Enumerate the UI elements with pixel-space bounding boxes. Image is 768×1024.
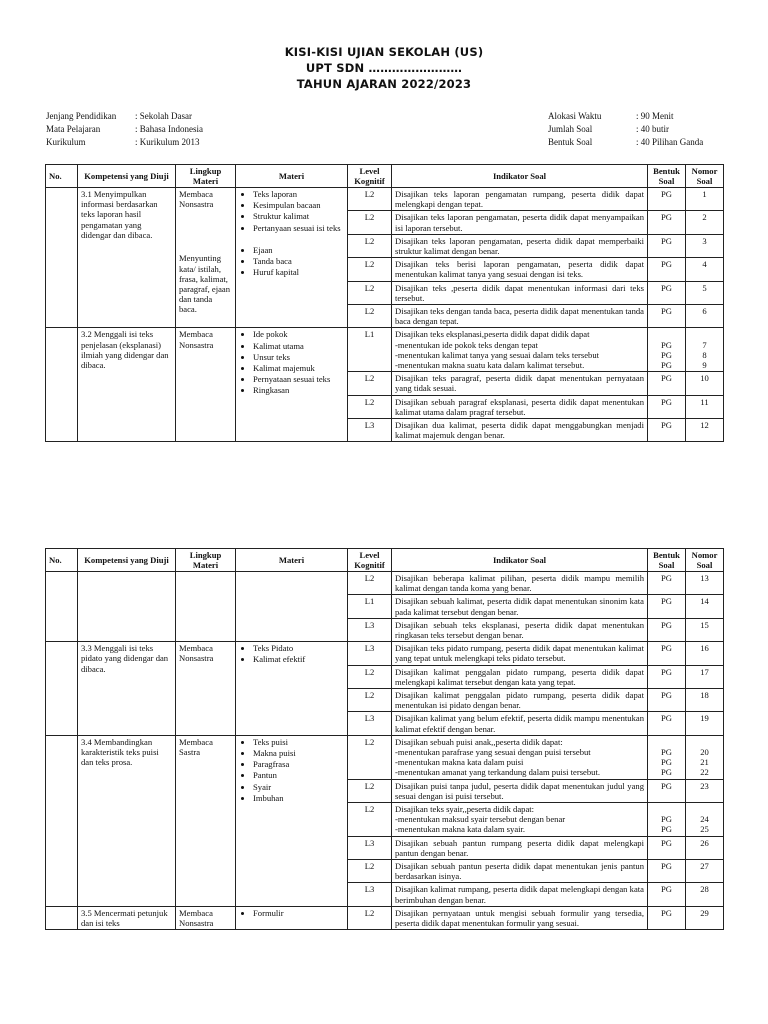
level-cell: L2 <box>348 305 392 328</box>
level-cell: L2 <box>348 188 392 211</box>
level-cell: L2 <box>348 906 392 929</box>
bentuk-cell: PG <box>648 395 686 418</box>
bentuk-cell: PG PG <box>648 803 686 837</box>
lingkup-cell: Membaca Nonsastra <box>176 328 236 442</box>
materi-item: • Teks Pidato <box>253 643 344 653</box>
nomor-cell: 13 <box>686 572 724 595</box>
meta-row <box>548 136 703 149</box>
kompetensi-cell: 3.1 Menyimpulkan informasi berdasarkan teks laporan hasil pengamatan yang didengar dan dibaca. <box>78 188 176 328</box>
indikator-cell: Disajikan sebuah pantun peserta didik dapat menentukan jenis pantun berdasarkan isinya. <box>392 860 648 883</box>
nomor-cell: 12 <box>686 419 724 442</box>
indikator-cell: Disajikan sebuah paragraf eksplanasi, peserta didik dapat menentukan kalimat utama dalam pragraf tersebut. <box>392 395 648 418</box>
col-nomor: Nomor Soal <box>686 165 724 188</box>
indikator-cell: Disajikan teks laporan pengamatan, peserta didik dapat memperbaiki struktur kalimat dengan benar. <box>392 234 648 257</box>
indikator-cell: Disajikan sebuah kalimat, peserta didik dapat menentukan sinonim kata pada kalimat tersebut dengan benar. <box>392 595 648 618</box>
bentuk-cell: PG <box>648 883 686 906</box>
nomor-cell: 15 <box>686 618 724 641</box>
col-nomor: Nomor Soal <box>686 549 724 572</box>
lingkup-text: Membaca Nonsastra <box>179 189 214 210</box>
table-row <box>46 328 724 372</box>
indikator-cell: Disajikan kalimat yang belum efektif, peserta didik mampu menentukan kalimat efektif dengan benar. <box>392 712 648 735</box>
bentuk-cell: PG <box>648 258 686 281</box>
indikator-cell: Disajikan sebuah teks eksplanasi, peserta didik dapat menentukan ringkasan teks tersebut dengan benar. <box>392 618 648 641</box>
col-lingkup: Lingkup Materi <box>176 165 236 188</box>
table-row <box>46 188 724 211</box>
meta-right <box>548 110 703 149</box>
nomor-cell: 16 <box>686 642 724 665</box>
materi-cell <box>236 572 348 642</box>
level-cell: L1 <box>348 328 392 372</box>
title-line-2: UPT SDN …………………… <box>305 61 463 75</box>
table-row <box>46 906 724 929</box>
bentuk-cell: PG <box>648 211 686 234</box>
kompetensi-cell: 3.5 Mencermati petunjuk dan isi teks <box>78 906 176 929</box>
materi-list <box>239 189 344 233</box>
bentuk-cell: PG <box>648 595 686 618</box>
bentuk-cell: PG PG PG <box>648 328 686 372</box>
col-kompetensi: Kompetensi yang Diuji <box>78 165 176 188</box>
level-cell: L3 <box>348 618 392 641</box>
level-cell: L2 <box>348 803 392 837</box>
materi-item: • Ejaan <box>253 245 344 255</box>
indikator-cell: Disajikan dua kalimat, peserta didik dapat menggabungkan menjadi kalimat majemuk dengan benar. <box>392 419 648 442</box>
bentuk-cell: PG <box>648 618 686 641</box>
meta-row <box>46 110 203 123</box>
materi-item: • Ide pokok <box>253 329 344 339</box>
kompetensi-cell: 3.4 Membandingkan karakteristik teks puisi dan teks prosa. <box>78 735 176 906</box>
col-level: Level Kognitif <box>348 165 392 188</box>
bentuk-cell: PG <box>648 234 686 257</box>
nomor-cell: 28 <box>686 883 724 906</box>
bentuk-cell: PG <box>648 665 686 688</box>
nomor-cell: 14 <box>686 595 724 618</box>
kisi-table-2 <box>45 548 724 930</box>
col-lingkup: Lingkup Materi <box>176 549 236 572</box>
level-cell: L2 <box>348 572 392 595</box>
indikator-cell: Disajikan teks eksplanasi,peserta didik dapat didik dapat -menentukan ide pokok teks dengan tepat -menentukan kalimat tanya yang sesuai dalam teks tersebut -menentukan makna suatu kata dalam kalimat tersebut. <box>392 328 648 372</box>
lingkup-cell: Membaca Nonsastra <box>176 906 236 929</box>
level-cell: L2 <box>348 211 392 234</box>
level-cell: L3 <box>348 419 392 442</box>
indikator-cell: Disajikan teks berisi laporan pengamatan, peserta didik dapat menentukan kalimat tanya yang sesuai dengan isi teks. <box>392 258 648 281</box>
materi-item: • Pantun <box>253 770 344 780</box>
level-cell: L3 <box>348 836 392 859</box>
meta-row <box>46 136 203 149</box>
materi-item: • Teks laporan <box>253 189 344 199</box>
level-cell: L2 <box>348 735 392 779</box>
materi-item: • Formulir <box>253 908 344 918</box>
nomor-cell: 20 21 22 <box>686 735 724 779</box>
materi-list <box>239 737 344 803</box>
col-bentuk: Bentuk Soal <box>648 549 686 572</box>
nomor-cell: 17 <box>686 665 724 688</box>
materi-item: • Struktur kalimat <box>253 211 344 221</box>
meta-key: Mata Pelajaran <box>46 124 101 134</box>
level-cell: L2 <box>348 779 392 802</box>
bentuk-cell: PG <box>648 572 686 595</box>
indikator-cell: Disajikan pernyataan untuk mengisi sebuah formulir yang tersedia, peserta didik dapat menentukan formulir yang sesuai. <box>392 906 648 929</box>
bentuk-cell: PG <box>648 305 686 328</box>
materi-list <box>239 908 344 918</box>
nomor-cell: 23 <box>686 779 724 802</box>
level-cell: L2 <box>348 258 392 281</box>
materi-list <box>239 245 344 278</box>
col-indikator: Indikator Soal <box>392 165 648 188</box>
nomor-cell: 29 <box>686 906 724 929</box>
nomor-cell: 6 <box>686 305 724 328</box>
nomor-cell: 2 <box>686 211 724 234</box>
bentuk-cell: PG <box>648 689 686 712</box>
nomor-cell: 27 <box>686 860 724 883</box>
no-cell <box>46 328 78 442</box>
meta-key: Jenjang Pendidikan <box>46 111 117 121</box>
indikator-cell: Disajikan kalimat penggalan pidato rumpang, peserta didik dapat melengkapi kalimat tersebut dengan kata yang tepat. <box>392 665 648 688</box>
no-cell <box>46 735 78 906</box>
lingkup-cell: Membaca Sastra <box>176 735 236 906</box>
meta-row <box>548 123 703 136</box>
materi-list <box>239 643 344 664</box>
kompetensi-cell: 3.2 Menggali isi teks penjelasan (eksplanasi) ilmiah yang didengar dan dibaca. <box>78 328 176 442</box>
indikator-cell: Disajikan teks ,peserta didik dapat menentukan informasi dari teks tersebut. <box>392 281 648 304</box>
nomor-cell: 3 <box>686 234 724 257</box>
materi-cell <box>236 906 348 929</box>
col-kompetensi: Kompetensi yang Diuji <box>78 549 176 572</box>
table-row <box>46 572 724 595</box>
title-line-3: TAHUN AJARAN 2022/2023 <box>296 77 472 91</box>
col-materi: Materi <box>236 549 348 572</box>
level-cell: L2 <box>348 689 392 712</box>
level-cell: L2 <box>348 281 392 304</box>
kisi-table-1 <box>45 164 724 442</box>
lingkup-cell <box>176 572 236 642</box>
materi-cell <box>236 642 348 736</box>
meta-key: Jumlah Soal <box>548 124 593 134</box>
materi-cell <box>236 735 348 906</box>
bentuk-cell: PG <box>648 372 686 395</box>
bentuk-cell: PG <box>648 188 686 211</box>
title-line-1: KISI-KISI UJIAN SEKOLAH (US) <box>284 45 484 59</box>
level-cell: L3 <box>348 883 392 906</box>
level-cell: L2 <box>348 860 392 883</box>
indikator-cell: Disajikan puisi tanpa judul, peserta didik dapat menentukan judul yang sesuai dengan isi puisi tersebut. <box>392 779 648 802</box>
indikator-cell: Disajikan teks syair,,peserta didik dapat: -menentukan maksud syair tersebut dengan benar -menentukan makna kata dalam syair. <box>392 803 648 837</box>
materi-item: • Pertanyaan sesuai isi teks <box>253 223 344 233</box>
bentuk-cell: PG <box>648 860 686 883</box>
meta-row <box>46 123 203 136</box>
indikator-cell: Disajikan teks paragraf, peserta didik dapat menentukan pernyataan yang tidak sesuai. <box>392 372 648 395</box>
materi-item: • Kalimat efektif <box>253 654 344 664</box>
col-level: Level Kognitif <box>348 549 392 572</box>
bentuk-cell: PG <box>648 419 686 442</box>
nomor-cell: 11 <box>686 395 724 418</box>
bentuk-cell: PG <box>648 642 686 665</box>
bentuk-cell: PG <box>648 779 686 802</box>
indikator-cell: Disajikan kalimat rumpang, peserta didik dapat melengkapi dengan kata berimbuhan dengan benar. <box>392 883 648 906</box>
materi-item: • Imbuhan <box>253 793 344 803</box>
level-cell: L2 <box>348 665 392 688</box>
materi-item: • Kalimat majemuk <box>253 363 344 373</box>
indikator-cell: Disajikan teks dengan tanda baca, peserta didik dapat menentukan tanda baca dengan tepat. <box>392 305 648 328</box>
meta-key: Kurikulum <box>46 137 86 147</box>
lingkup-cell <box>176 188 236 328</box>
kompetensi-cell <box>78 572 176 642</box>
nomor-cell: 10 <box>686 372 724 395</box>
table-row <box>46 642 724 665</box>
nomor-cell: 19 <box>686 712 724 735</box>
table-row <box>46 735 724 779</box>
level-cell: L1 <box>348 595 392 618</box>
materi-item: • Kesimpulan bacaan <box>253 200 344 210</box>
nomor-cell: 18 <box>686 689 724 712</box>
meta-value: : 40 butir <box>636 124 669 134</box>
nomor-cell: 7 8 9 <box>686 328 724 372</box>
indikator-cell: Disajikan beberapa kalimat pilihan, peserta didik mampu memilih kalimat dengan tanda koma yang benar. <box>392 572 648 595</box>
materi-item: • Paragfrasa <box>253 759 344 769</box>
level-cell: L3 <box>348 642 392 665</box>
materi-item: • Kalimat utama <box>253 341 344 351</box>
meta-left <box>46 110 203 149</box>
meta-value: : 90 Menit <box>636 111 674 121</box>
col-bentuk: Bentuk Soal <box>648 165 686 188</box>
bentuk-cell: PG <box>648 836 686 859</box>
no-cell <box>46 572 78 642</box>
lingkup-cell: Membaca Nonsastra <box>176 642 236 736</box>
materi-item: • Syair <box>253 782 344 792</box>
bentuk-cell: PG <box>648 906 686 929</box>
materi-item: • Ringkasan <box>253 385 344 395</box>
meta-key: Bentuk Soal <box>548 137 593 147</box>
materi-item: • Teks puisi <box>253 737 344 747</box>
table-header-row <box>46 549 724 572</box>
indikator-cell: Disajikan kalimat penggalan pidato rumpang, peserta didik dapat menentukan isi pidato dengan benar. <box>392 689 648 712</box>
nomor-cell: 4 <box>686 258 724 281</box>
document-title <box>0 44 768 92</box>
indikator-cell: Disajikan sebuah puisi anak,,peserta didik dapat: -menentukan parafrase yang sesuai dengan puisi tersebut -menentukan makna kata dalam puisi -menentukan amanat yang terkandung dalam puisi tersebut. <box>392 735 648 779</box>
materi-item: • Pernyataan sesuai teks <box>253 374 344 384</box>
materi-cell <box>236 328 348 442</box>
level-cell: L3 <box>348 712 392 735</box>
indikator-cell: Disajikan teks laporan pengamatan, peserta didik dapat menyampaikan isi laporan tersebut. <box>392 211 648 234</box>
materi-cell <box>236 188 348 328</box>
meta-key: Alokasi Waktu <box>548 111 602 121</box>
col-no: No. <box>46 165 78 188</box>
no-cell <box>46 188 78 328</box>
meta-value: : Kurikulum 2013 <box>135 137 200 147</box>
nomor-cell: 26 <box>686 836 724 859</box>
nomor-cell: 5 <box>686 281 724 304</box>
bentuk-cell: PG PG PG <box>648 735 686 779</box>
indikator-cell: Disajikan sebuah pantun rumpang peserta didik dapat melengkapi pantun dengan benar. <box>392 836 648 859</box>
meta-value: : Bahasa Indonesia <box>135 124 203 134</box>
meta-value: : Sekolah Dasar <box>135 111 192 121</box>
indikator-cell: Disajikan teks laporan pengamatan rumpang, peserta didik dapat melengkapi dengan tepat. <box>392 188 648 211</box>
bentuk-cell: PG <box>648 712 686 735</box>
materi-item: • Makna puisi <box>253 748 344 758</box>
level-cell: L2 <box>348 395 392 418</box>
col-no: No. <box>46 549 78 572</box>
lingkup-text: Menyunting kata/ istilah, frasa, kalimat, paragraf, ejaan dan tanda baca. <box>179 253 231 315</box>
meta-row <box>548 110 703 123</box>
materi-item: • Huruf kapital <box>253 267 344 277</box>
table-header-row <box>46 165 724 188</box>
col-indikator: Indikator Soal <box>392 549 648 572</box>
meta-value: : 40 Pilihan Ganda <box>636 137 704 147</box>
col-materi: Materi <box>236 165 348 188</box>
kompetensi-cell: 3.3 Menggali isi teks pidato yang didengar dan dibaca. <box>78 642 176 736</box>
materi-list <box>239 329 344 395</box>
materi-item: • Unsur teks <box>253 352 344 362</box>
level-cell: L2 <box>348 372 392 395</box>
nomor-cell: 1 <box>686 188 724 211</box>
materi-item: • Tanda baca <box>253 256 344 266</box>
level-cell: L2 <box>348 234 392 257</box>
nomor-cell: 24 25 <box>686 803 724 837</box>
bentuk-cell: PG <box>648 281 686 304</box>
no-cell <box>46 642 78 736</box>
indikator-cell: Disajikan teks pidato rumpang, peserta didik dapat menentukan kalimat yang tepat untuk melengkapi teks pidato tersebut. <box>392 642 648 665</box>
no-cell <box>46 906 78 929</box>
